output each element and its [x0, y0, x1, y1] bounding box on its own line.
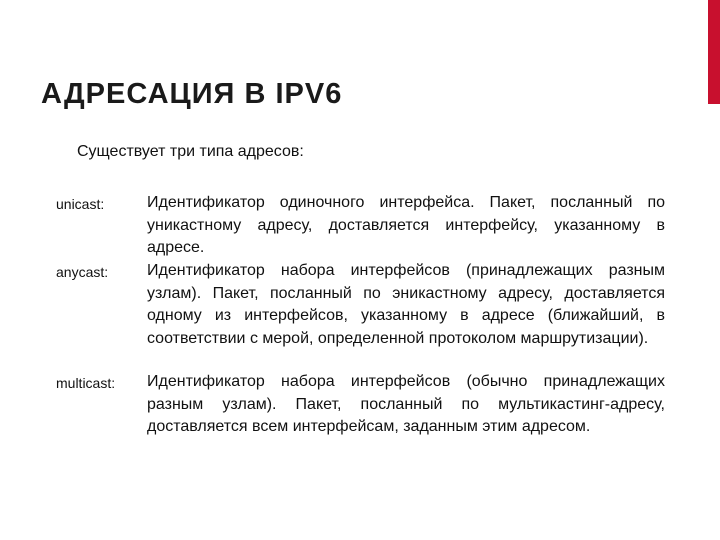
accent-bar: [708, 0, 720, 104]
term-multicast: multicast:: [56, 375, 116, 391]
term-unicast: unicast:: [56, 196, 105, 212]
definition-unicast: Идентификатор одиночного интерфейса. Пакет, посланный по уникастному адресу, доставляется интерфейсу, указанному в адресе.: [147, 194, 665, 256]
definition-multicast: Идентификатор набора интерфейсов (обычно принадлежащих разным узлам). Пакет, посланный по мультикастинг-адресу, доставляется всем интерфейсам, заданным этим адресом.: [147, 373, 665, 435]
slide-title: АДРЕСАЦИЯ В IPV6: [41, 78, 343, 110]
definition-anycast: Идентификатор набора интерфейсов (принадлежащих разным узлам). Пакет, посланный по эникастному адресу, доставляется одному из интерфейсов, указанному в адресе (ближайший, в соответствии с мерой, определенной протоколом маршрутизации).: [147, 262, 665, 347]
intro-text: Существует три типа адресов:: [77, 143, 304, 160]
term-anycast: anycast:: [56, 264, 109, 280]
